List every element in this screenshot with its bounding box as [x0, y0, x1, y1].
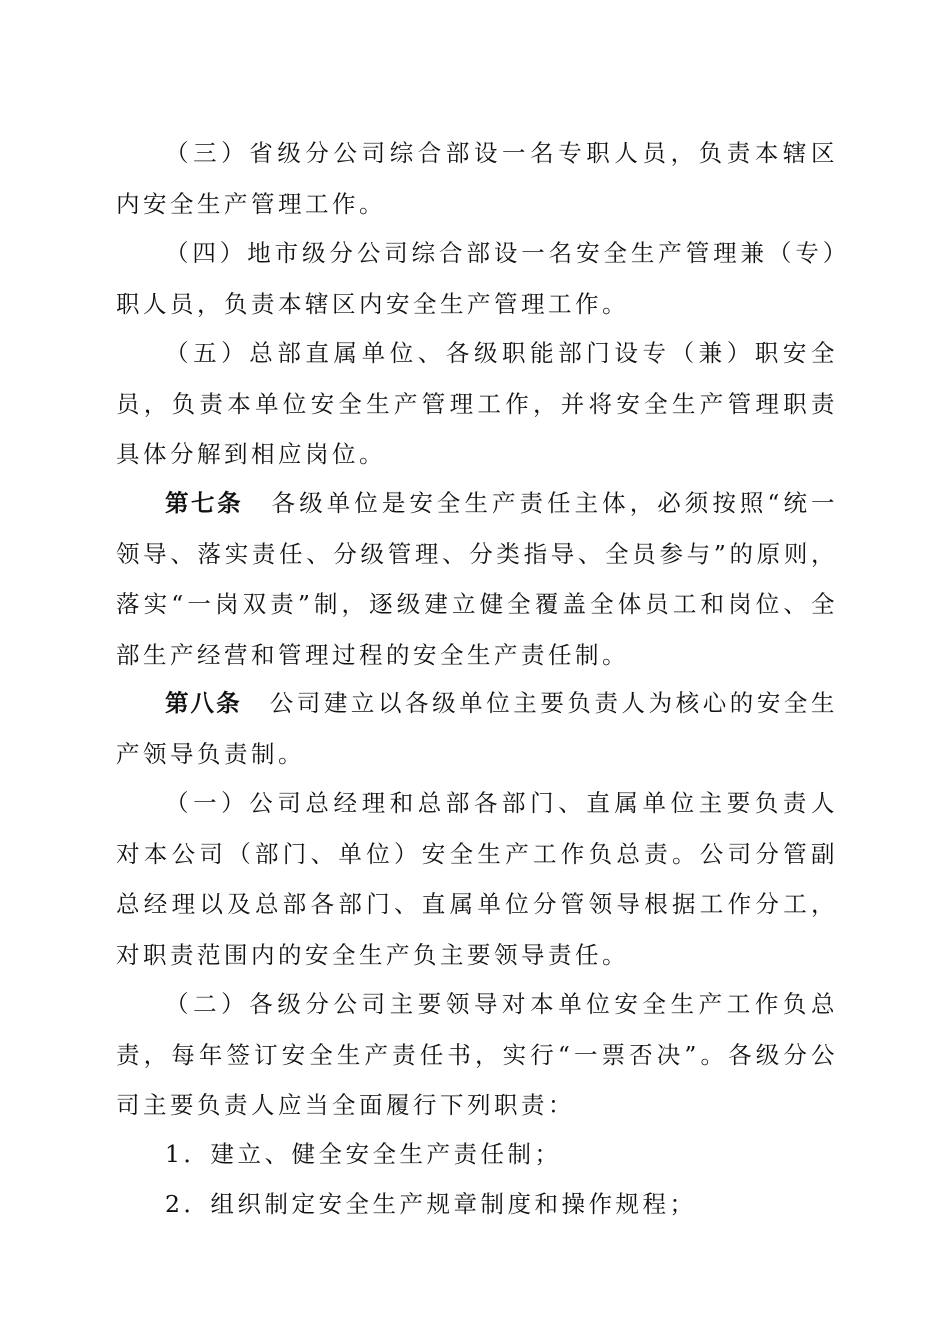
- paragraph-text: （三）省级分公司综合部设一名专职人员，负责本辖区内安全生产管理工作。: [116, 139, 838, 218]
- article-7: [116, 478, 838, 680]
- paragraph-item-3: [116, 128, 838, 229]
- paragraph-text: （一）公司总经理和总部各部门、直属单位主要负责人对本公司（部门、单位）安全生产工作负总责。公司分管副总经理以及总部各部门、直属单位分管领导根据工作分工，对职责范围内的安全生产负主要领导责任。: [116, 789, 838, 969]
- list-item-1: [116, 1129, 838, 1180]
- paragraph-text: （二）各级分公司主要领导对本单位安全生产工作负总责，每年签订安全生产责任书，实行“一票否决”。各级分公司主要负责人应当全面履行下列职责：: [116, 990, 838, 1119]
- article-text: 各级单位是安全生产责任主体，必须按照“统一领导、落实责任、分级管理、分类指导、全员参与”的原则，落实“一岗双责”制，逐级建立健全覆盖全体员工和岗位、全部生产经营和管理过程的安全生产责任制。: [116, 489, 838, 669]
- list-item-2: [116, 1179, 838, 1230]
- list-item-text: 2．组织制定安全生产规章制度和操作规程；: [165, 1190, 697, 1218]
- article-8: [116, 678, 838, 779]
- article-heading: 第八条: [165, 689, 242, 717]
- list-item-text: 1．建立、健全安全生产责任制；: [165, 1140, 562, 1168]
- paragraph-text: （四）地市级分公司综合部设一名安全生产管理兼（专）职人员，负责本辖区内安全生产管理工作。: [116, 239, 838, 318]
- paragraph-item-5: [116, 328, 838, 480]
- paragraph-text: （五）总部直属单位、各级职能部门设专（兼）职安全员，负责本单位安全生产管理工作，并将安全生产管理职责具体分解到相应岗位。: [116, 339, 838, 468]
- paragraph-item-1: [116, 778, 838, 980]
- article-heading: 第七条: [165, 489, 244, 517]
- article-text: 公司建立以各级单位主要负责人为核心的安全生产领导负责制。: [116, 689, 838, 768]
- paragraph-item-2: [116, 979, 838, 1131]
- paragraph-item-4: [116, 228, 838, 329]
